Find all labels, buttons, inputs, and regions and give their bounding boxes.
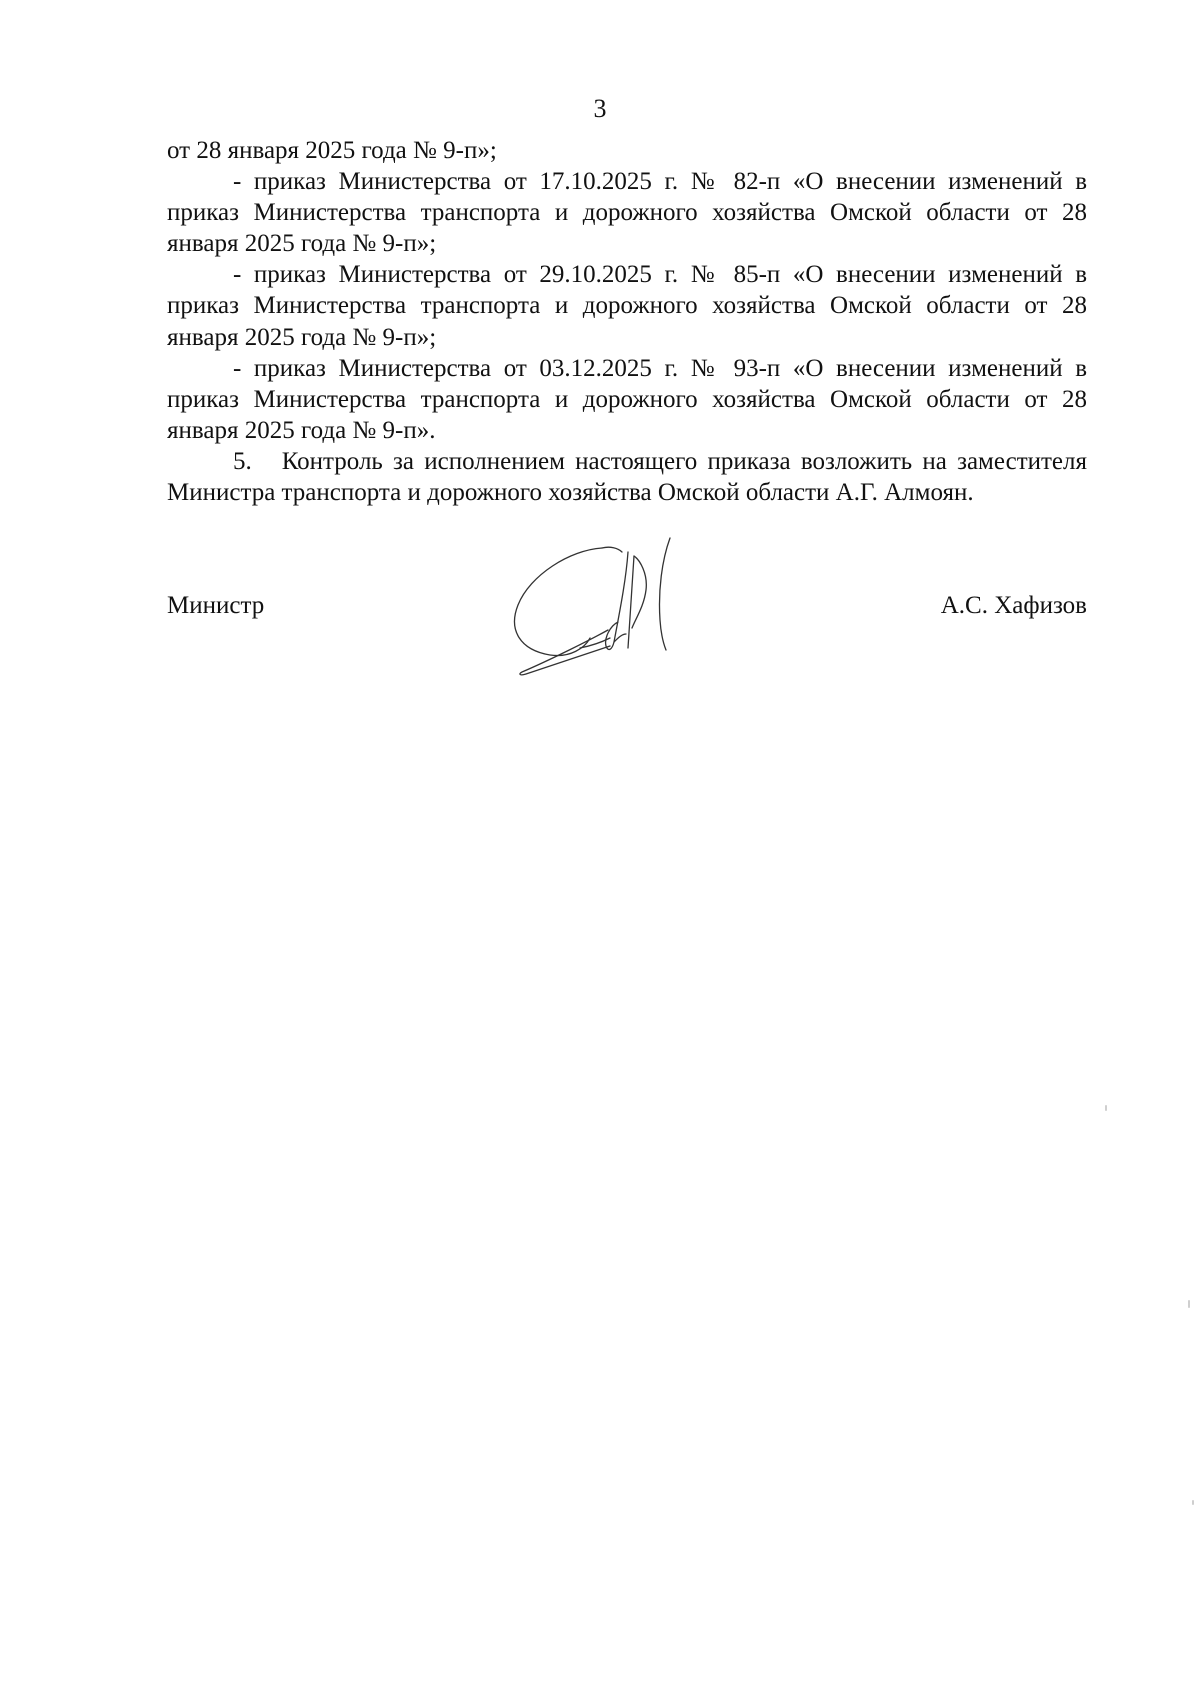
scan-speck xyxy=(1188,1300,1190,1308)
document-body xyxy=(167,135,1087,508)
paragraph-item-5 xyxy=(167,446,1087,508)
scan-speck xyxy=(1192,1500,1194,1505)
paragraph-continuation: от 28 января 2025 года № 9-п»; xyxy=(167,137,497,164)
item-5-number: 5. xyxy=(233,447,252,475)
handwritten-signature xyxy=(510,530,720,710)
page-number: 3 xyxy=(593,94,607,123)
paragraph-order-82: - приказ Министерства от 17.10.2025 г. № 82-п «О внесении изменений в приказ Министерства транспорта и дорожного хозяйства Омской области от 28 января 2025 года № 9-п»; xyxy=(167,168,1087,258)
paragraph-order-93: - приказ Министерства от 03.12.2025 г. № 93-п «О внесении изменений в приказ Министерства транспорта и дорожного хозяйства Омской области от 28 января 2025 года № 9-п». xyxy=(167,354,1087,444)
signatory-name: А.С. Хафизов xyxy=(940,592,1087,619)
paragraph-order-85: - приказ Министерства от 29.10.2025 г. № 85-п «О внесении изменений в приказ Министерства транспорта и дорожного хозяйства Омской области от 28 января 2025 года № 9-п»; xyxy=(167,261,1087,351)
scan-speck xyxy=(1105,1105,1107,1111)
item-5-text: Контроль за исполнением настоящего приказа возложить на заместителя Министра транспорта и дорожного хозяйства Омской области А.Г. Алмоян. xyxy=(167,447,1087,507)
signatory-title: Министр xyxy=(167,592,265,619)
